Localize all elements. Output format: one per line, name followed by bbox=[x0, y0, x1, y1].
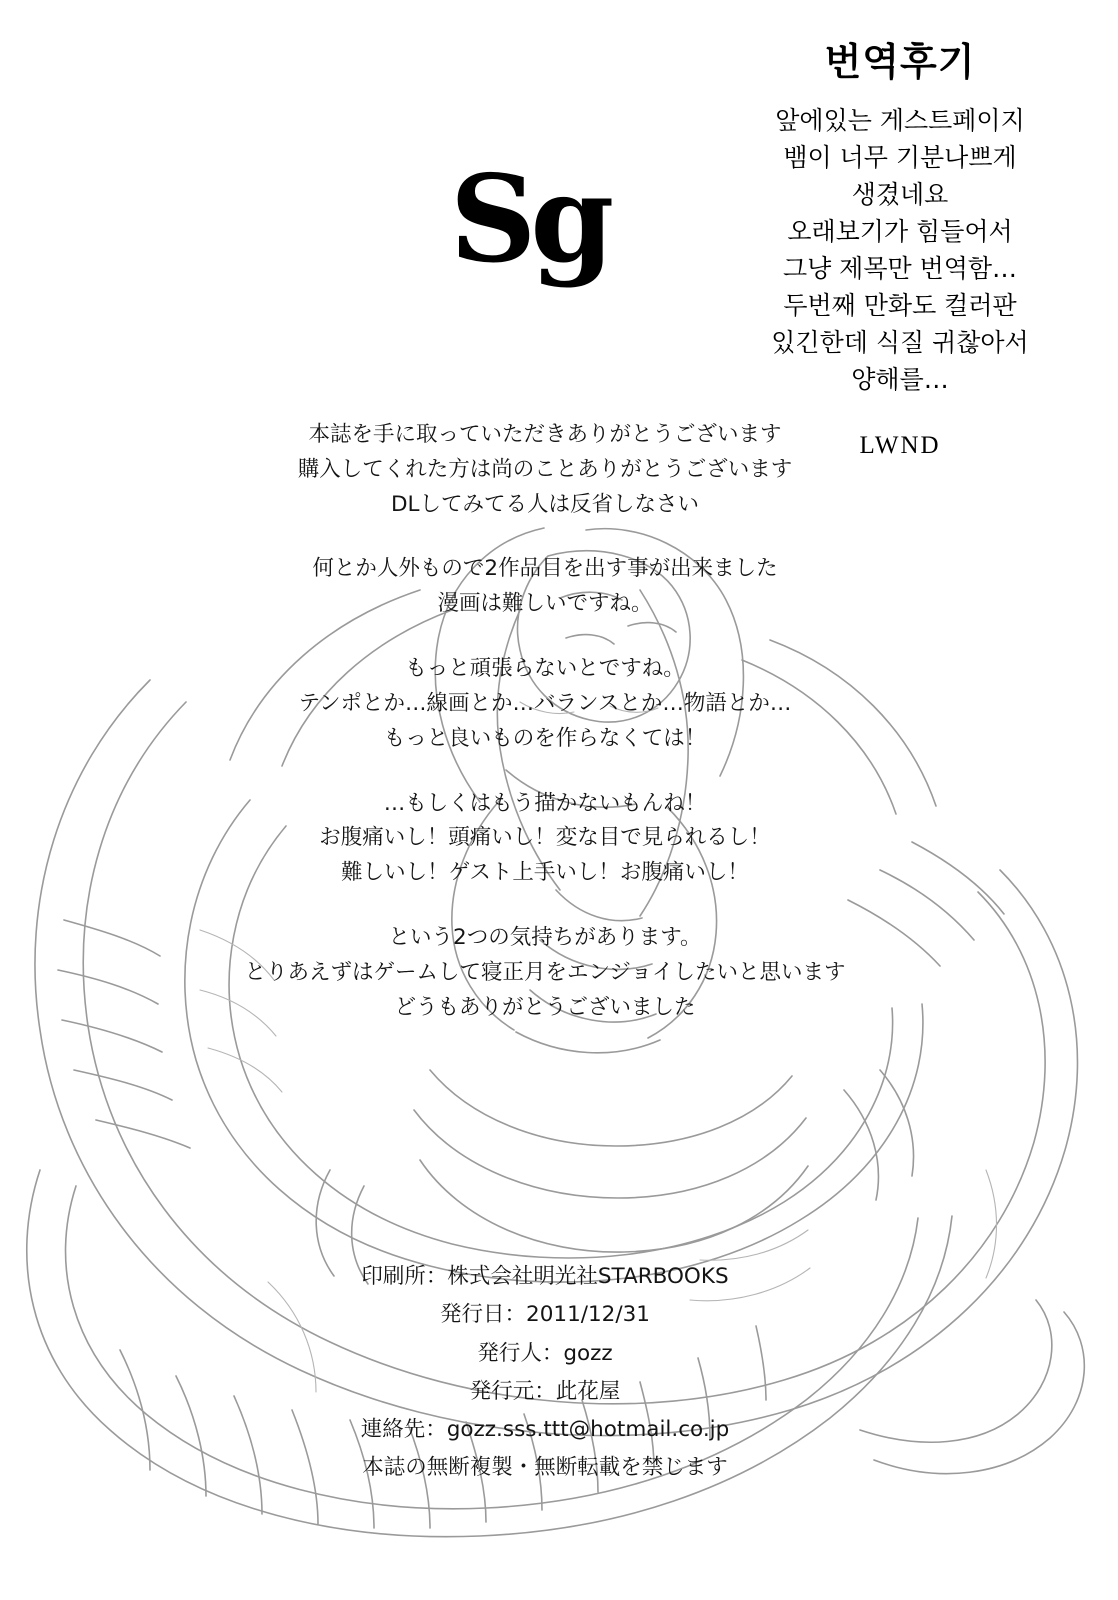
afterword-paragraph bbox=[0, 652, 1090, 756]
colophon-publish-date: 発行日：2011/12/31 bbox=[440, 1302, 650, 1328]
afterword-line: もっと頑張らないとですね。 bbox=[405, 656, 685, 682]
translator-note-line: 생겼네요 bbox=[851, 179, 949, 209]
afterword-line: 何とか人外もので2作品目を出す事が出来ました bbox=[312, 556, 778, 582]
afterword-paragraph bbox=[0, 418, 1090, 522]
afterword-line: とりあえずはゲームして寝正月をエンジョイしたいと思います bbox=[244, 959, 846, 985]
spacer bbox=[0, 891, 1090, 921]
spacer bbox=[0, 757, 1090, 787]
afterword-line: 購入してくれた方は尚のことありがとうございます bbox=[297, 456, 793, 482]
translator-note-line: 뱀이 너무 기분나쁘게 bbox=[783, 142, 1017, 172]
translator-note-line: 그냥 제목만 번역함… bbox=[782, 253, 1018, 283]
translator-note-line: 양해를… bbox=[851, 364, 949, 394]
afterword-text-block bbox=[0, 418, 1090, 1026]
afterword-line: テンポとか…線画とか…バランスとか…物語とか… bbox=[298, 690, 792, 716]
circle-logo-mark: Sg bbox=[449, 149, 609, 290]
afterword-line: もっと良いものを作らなくては！ bbox=[383, 725, 707, 751]
afterword-line: という2つの気持ちがあります。 bbox=[388, 925, 702, 951]
spacer bbox=[0, 522, 1090, 552]
afterword-line: …もしくはもう描かないもんね！ bbox=[383, 790, 707, 816]
translator-note-line: 앞에있는 게스트페이지 bbox=[775, 105, 1025, 135]
afterword-line: どうもありがとうございました bbox=[394, 994, 696, 1020]
translator-note-line: 두번째 만화도 컬러판 bbox=[783, 290, 1017, 320]
translator-note-line: 오래보기가 힘들어서 bbox=[787, 216, 1013, 246]
afterword-line: お腹痛いし！頭痛いし！変な目で見られるし！ bbox=[319, 825, 771, 851]
afterword-paragraph bbox=[0, 921, 1090, 1025]
spacer bbox=[0, 622, 1090, 652]
colophon-block bbox=[0, 1258, 1090, 1488]
colophon-publisher: 発行元：此花屋 bbox=[469, 1378, 621, 1404]
afterword-paragraph bbox=[0, 787, 1090, 891]
translator-note-block bbox=[720, 40, 1080, 460]
afterword-line: 難しいし！ゲスト上手いし！お腹痛いし！ bbox=[341, 860, 749, 886]
colophon-publisher-person: 発行人：gozz bbox=[477, 1340, 613, 1366]
afterword-line: 漫画は難しいですね。 bbox=[437, 591, 653, 617]
afterword-line: DLしてみてる人は反省しなさい bbox=[390, 491, 700, 517]
afterword-paragraph bbox=[0, 552, 1090, 622]
translator-note-line: 있긴한데 식질 귀찮아서 bbox=[771, 327, 1029, 357]
afterword-line: 本誌を手に取っていただきありがとうございます bbox=[308, 422, 782, 447]
colophon-contact-email: 連絡先：gozz.sss.ttt@hotmail.co.jp bbox=[360, 1417, 730, 1443]
colophon-printer: 印刷所：株式会社明光社STARBOOKS bbox=[361, 1264, 729, 1289]
translator-note-title: 번역후기 bbox=[824, 40, 976, 84]
translator-signature: LWND bbox=[859, 431, 941, 459]
colophon-copyright-notice: 本誌の無断複製・無断転載を禁じます bbox=[362, 1455, 728, 1481]
